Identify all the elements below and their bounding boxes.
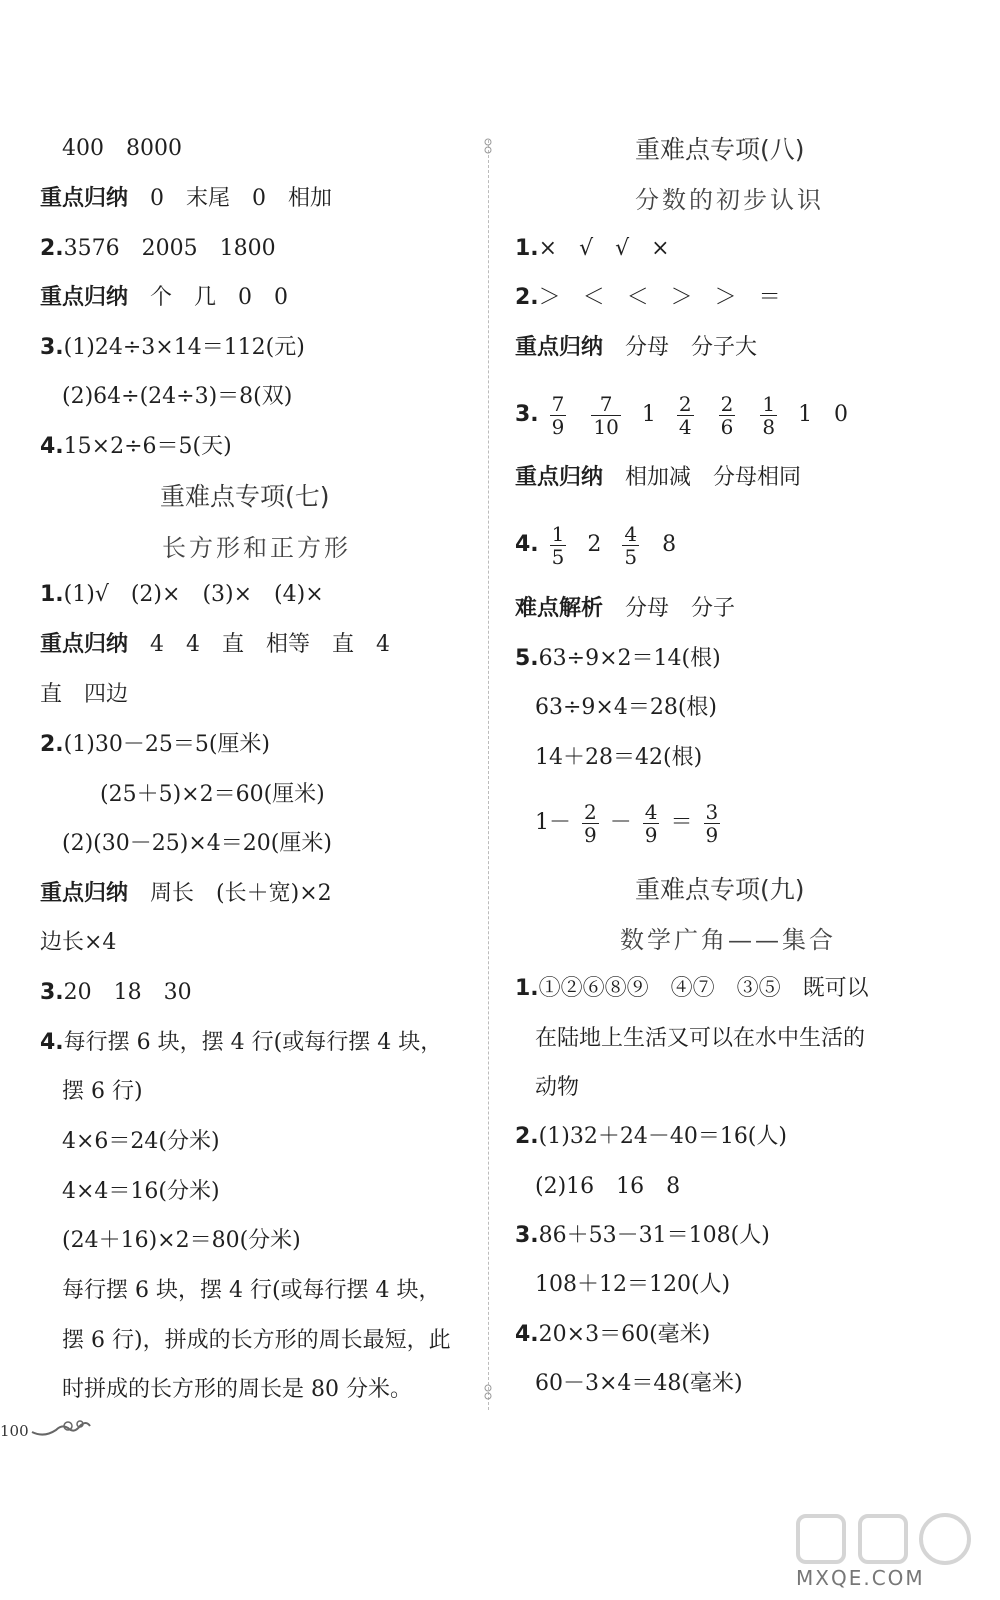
answer-line: 3.20 18 30	[40, 980, 192, 1005]
answer-line: 动物	[535, 1075, 580, 1100]
section-heading: 重难点专项(七)	[160, 482, 330, 511]
page-number: 100	[0, 1422, 29, 1440]
key-summary-label: 重点归纳	[40, 881, 129, 906]
answer-line: 边长×4	[40, 930, 117, 955]
answer-line: 1.①②⑥⑧⑨ ④⑦ ③⑤ 既可以	[515, 976, 869, 1001]
answer-line: 重点归纳 分母 分子大	[515, 335, 758, 360]
answer-line: 重点归纳 个 几 0 0	[40, 285, 289, 310]
key-summary-label: 重点归纳	[515, 465, 604, 490]
column-divider	[488, 140, 489, 1410]
answer-line: 108＋12＝120(人)	[535, 1272, 731, 1297]
answer-line: 1.(1)√ (2)× (3)× (4)×	[40, 582, 324, 607]
section-subheading: 分数的初步认识	[635, 186, 824, 214]
answer-line: 3.86＋53－31＝108(人)	[515, 1223, 770, 1248]
cloud-swirl-icon	[30, 1414, 92, 1442]
answer-line: 2.(1)32＋24－40＝16(人)	[515, 1124, 787, 1149]
answer-line: 2.3576 2005 1800	[40, 236, 276, 261]
answer-line: 3.(1)24÷3×14＝112(元)	[40, 335, 305, 360]
fraction: $\frac{4}{5}$	[624, 521, 638, 569]
answer-line: 14＋28＝42(根)	[535, 745, 703, 770]
answer-line: 重点归纳 周长 (长＋宽)×2	[40, 881, 332, 906]
answer-line: (2)64÷(24÷3)＝8(双)	[62, 384, 293, 409]
answer-line: 难点解析 分母 分子	[515, 596, 736, 621]
answer-line: (2)16 16 8	[535, 1174, 681, 1199]
key-summary-label: 重点归纳	[515, 335, 604, 360]
answer-line: 1.× √ √ ×	[515, 236, 670, 261]
fraction: $\frac{2}{9}$	[584, 799, 597, 847]
fraction: $\frac{3}{9}$	[705, 799, 719, 847]
fraction: $\frac{1}{5}$	[551, 521, 565, 569]
answer-line: (2)(30－25)×4＝20(厘米)	[62, 831, 332, 856]
fraction: $\frac{2}{6}$	[720, 391, 734, 439]
section-subheading: 长方形和正方形	[162, 534, 351, 562]
answer-line: 400 8000	[62, 136, 182, 161]
answer-line: 重点归纳 0 末尾 0 相加	[40, 186, 333, 211]
section-heading: 重难点专项(九)	[635, 875, 805, 904]
answer-line: 63÷9×4＝28(根)	[535, 695, 718, 720]
answer-line-fractions: 4. $\frac{1}{5}$ 2 $\frac{4}{5}$ 8	[515, 521, 677, 569]
answer-line: 4.每行摆 6 块，摆 4 行(或每行摆 4 块，	[40, 1030, 443, 1055]
answer-line: 5.63÷9×2＝14(根)	[515, 646, 721, 671]
answer-line-fractions: 1－ $\frac{2}{9}$ － $\frac{4}{9}$ ＝ $\frac{3}{9}$	[535, 799, 719, 847]
fraction: $\frac{7}{9}$	[551, 391, 565, 439]
section-subheading: 数学广角——集合	[620, 926, 836, 954]
answer-line: 摆 6 行)	[62, 1079, 143, 1104]
answer-line: 4.20×3＝60(毫米)	[515, 1322, 711, 1347]
fraction: $\frac{7}{10}$	[593, 391, 619, 439]
section-heading: 重难点专项(八)	[635, 135, 805, 164]
answer-line: 4×6＝24(分米)	[62, 1129, 220, 1154]
answer-line: 60－3×4＝48(毫米)	[535, 1371, 743, 1396]
answer-line: 摆 6 行)，拼成的长方形的周长最短，此	[62, 1328, 451, 1353]
fraction: $\frac{2}{4}$	[678, 391, 692, 439]
answer-line: 2.＞ ＜ ＜ ＞ ＞ ＝	[515, 285, 781, 310]
answer-line: 重点归纳 相加减 分母相同	[515, 465, 802, 490]
divider-ornament-icon	[480, 138, 496, 154]
answer-line: (25＋5)×2＝60(厘米)	[100, 782, 325, 807]
answer-line: 每行摆 6 块，摆 4 行(或每行摆 4 块，	[62, 1278, 441, 1303]
answer-line: 4×4＝16(分米)	[62, 1179, 220, 1204]
divider-ornament-icon	[480, 1384, 496, 1400]
key-summary-label: 重点归纳	[40, 632, 129, 657]
answer-line-fractions: 3. $\frac{7}{9}$ $\frac{7}{10}$ 1 $\frac{2}{4}$ $\frac{2}{6}$ $\frac{1}{8}$ 1 0	[515, 391, 849, 439]
answer-line: 2.(1)30－25＝5(厘米)	[40, 732, 270, 757]
answer-line: 在陆地上生活又可以在水中生活的	[535, 1026, 866, 1051]
key-summary-label: 重点归纳	[40, 285, 129, 310]
answer-line: 时拼成的长方形的周长是 80 分米。	[62, 1377, 412, 1402]
answer-line: 4.15×2÷6＝5(天)	[40, 434, 232, 459]
fraction: $\frac{4}{9}$	[644, 799, 658, 847]
answer-line: (24＋16)×2＝80(分米)	[62, 1228, 301, 1253]
answer-line: 重点归纳 4 4 直 相等 直 4	[40, 632, 391, 657]
difficulty-analysis-label: 难点解析	[515, 596, 604, 621]
key-summary-label: 重点归纳	[40, 186, 129, 211]
watermark-url: MXQE.COM	[796, 1566, 925, 1590]
fraction: $\frac{1}{8}$	[762, 391, 776, 439]
answer-line: 直 四边	[40, 682, 129, 707]
